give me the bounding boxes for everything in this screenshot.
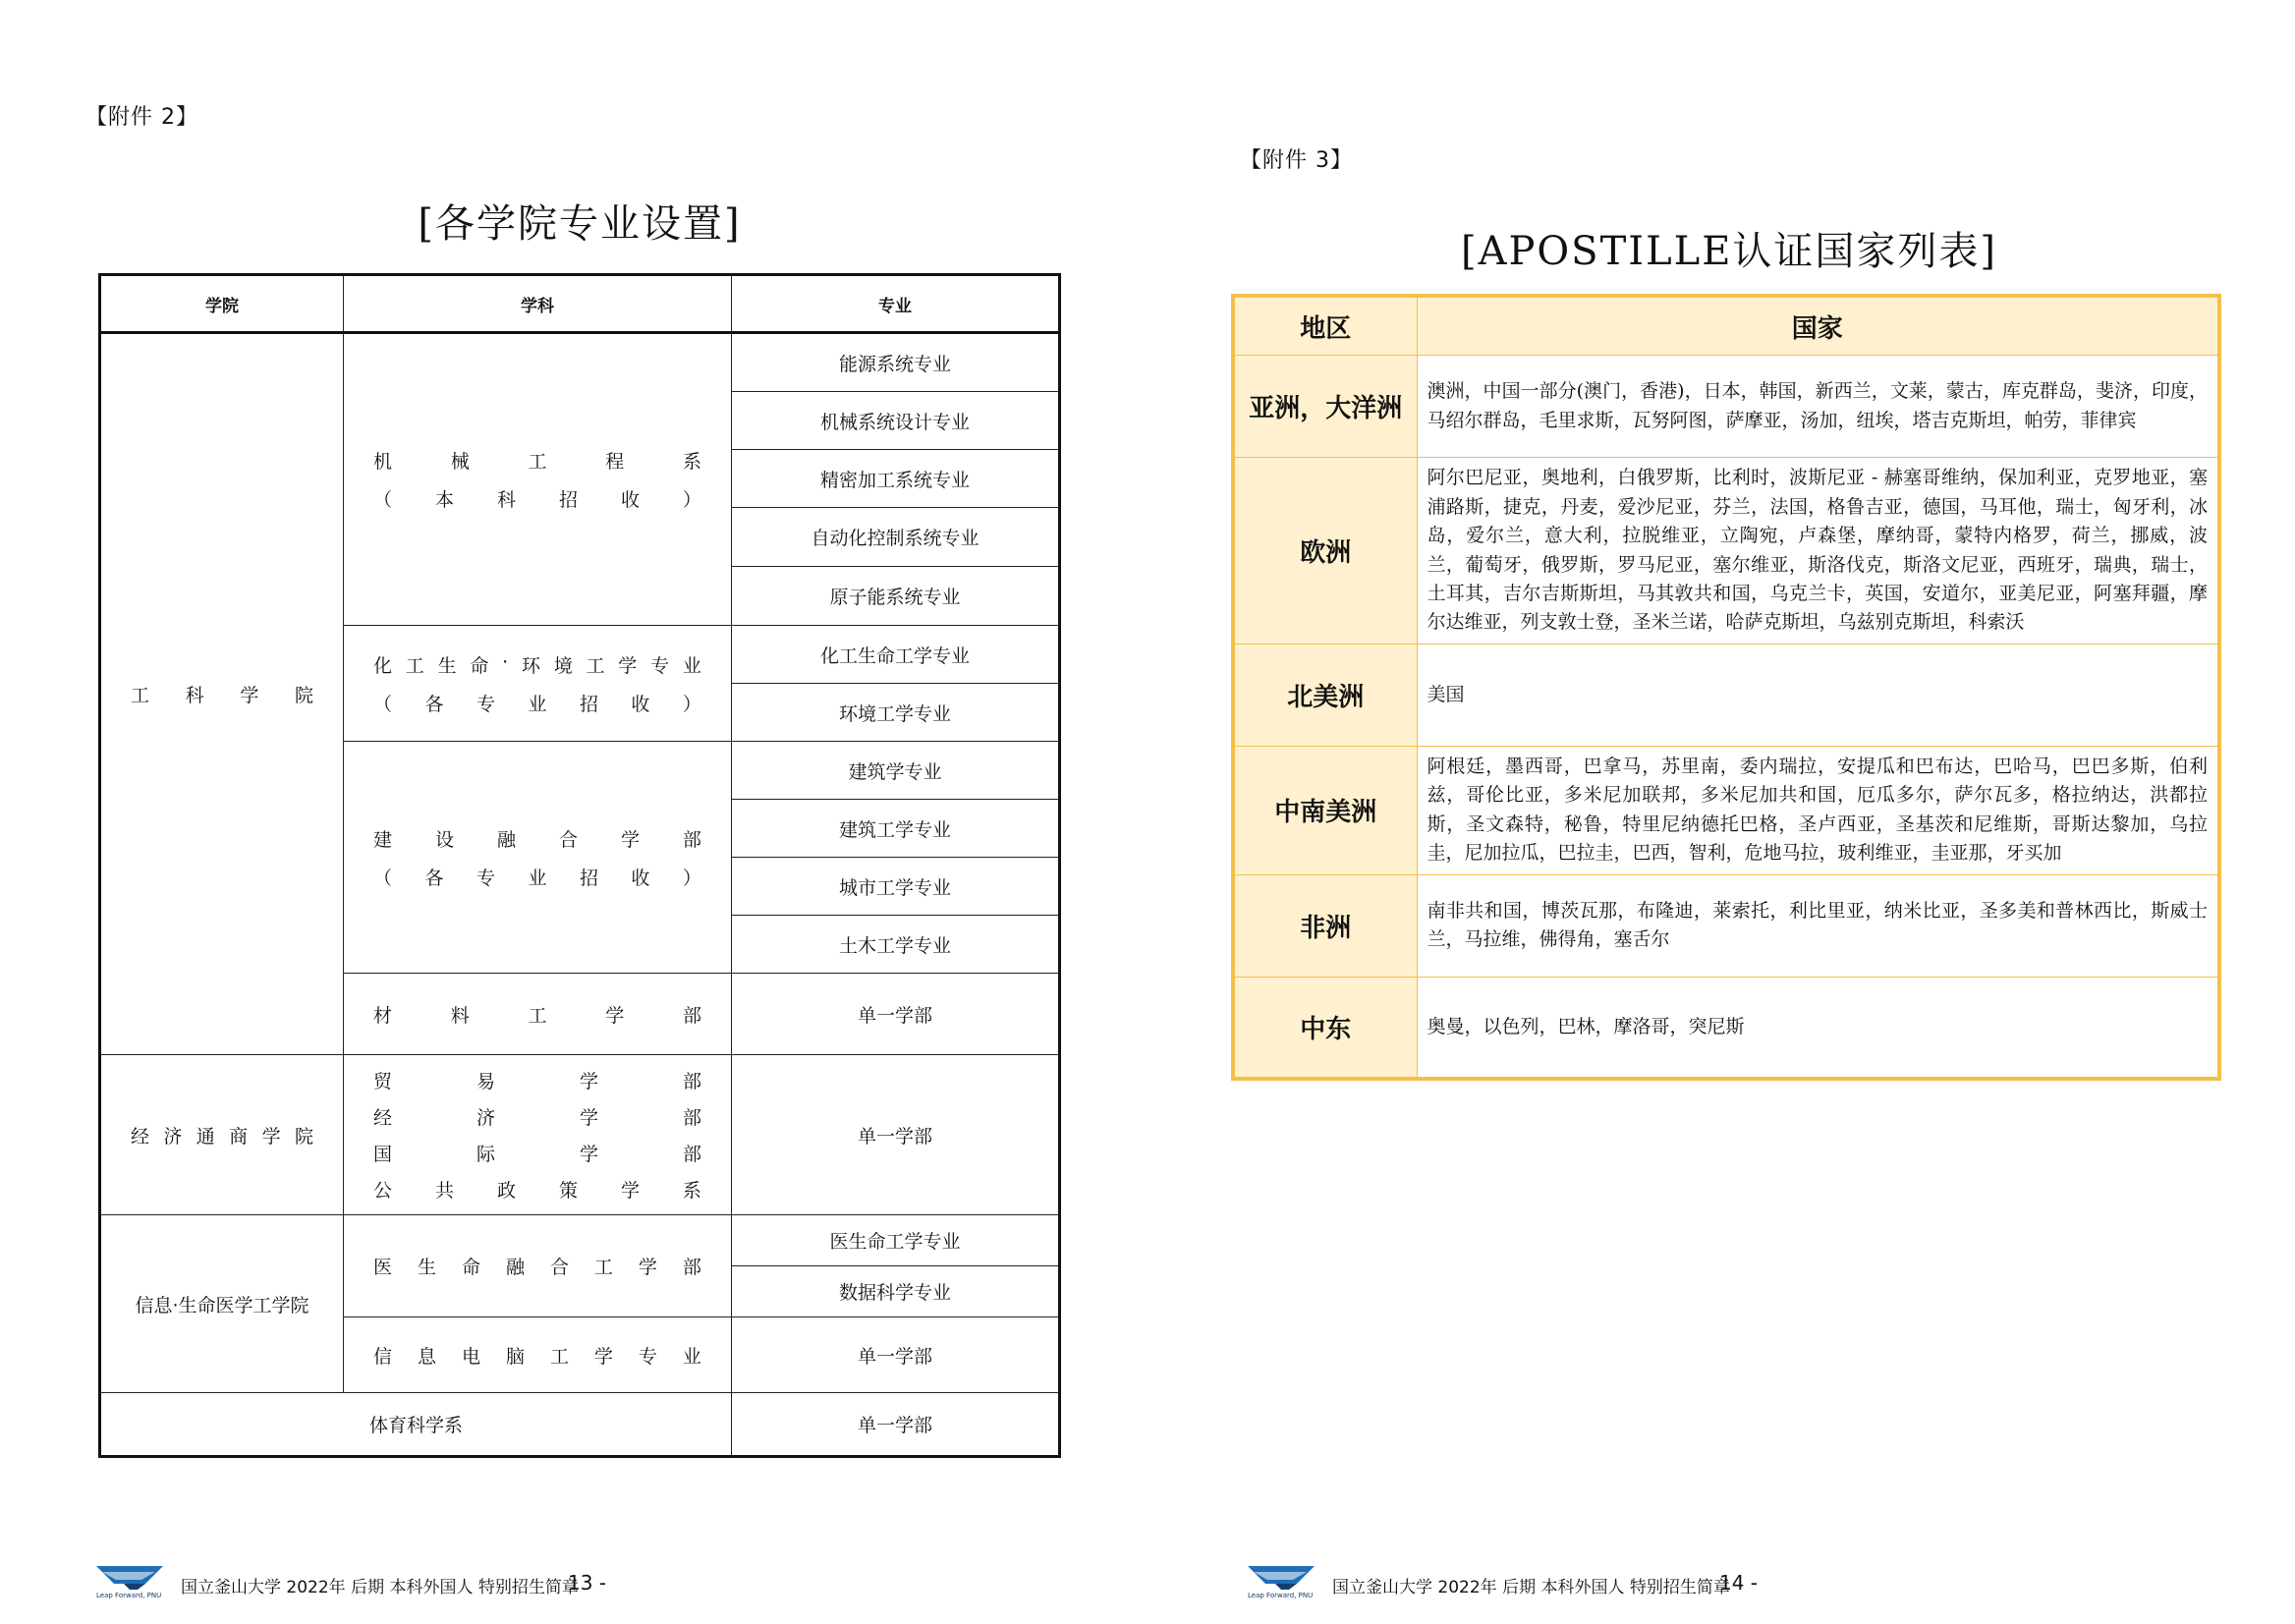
spaced-char: 各	[424, 693, 444, 715]
spaced-char: 专	[476, 693, 495, 715]
countries-cell: 奥曼，以色列，巴林，摩洛哥，突尼斯	[1417, 977, 2219, 1079]
spaced-char: ）	[682, 489, 701, 511]
major-cell: 单一学部	[732, 974, 1060, 1055]
pnu-logo	[94, 1562, 165, 1601]
spaced-char: 部	[682, 828, 701, 851]
attachment-2-label: 【附件 2】	[85, 105, 198, 130]
spaced-char: ）	[682, 693, 701, 715]
header-countries: 国家	[1417, 296, 2219, 356]
spaced-char: 部	[682, 1107, 701, 1129]
spaced-char: 院	[294, 1125, 313, 1148]
header-discipline: 学科	[344, 275, 732, 333]
majors-table	[98, 273, 1061, 1458]
spaced-char: 国	[373, 1144, 393, 1165]
spaced-char: 电	[461, 1345, 480, 1368]
major-cell: 化工生命工学专业	[732, 626, 1060, 684]
spaced-char: 科	[185, 685, 204, 706]
spaced-char: （	[373, 693, 393, 715]
discipline-material	[344, 974, 732, 1055]
spaced-char: 招	[558, 489, 578, 511]
spaced-char: 工	[549, 1345, 569, 1368]
spaced-char: 专	[638, 1345, 657, 1368]
spaced-char: 招	[579, 693, 598, 715]
spaced-char: 生	[437, 654, 457, 677]
spaced-char: ·	[502, 650, 509, 673]
major-cell: 机械系统设计专业	[732, 392, 1060, 450]
spaced-char: 命	[470, 654, 489, 677]
major-cell: 建筑工学专业	[732, 800, 1060, 858]
spaced-char: 合	[549, 1257, 569, 1278]
countries-cell: 美国	[1417, 644, 2219, 747]
spaced-char: 收	[620, 489, 640, 511]
region-cell: 北美洲	[1233, 644, 1417, 747]
college-sport: 体育科学系	[100, 1393, 732, 1457]
discipline-cs	[344, 1317, 732, 1393]
spaced-char: 学	[579, 1107, 598, 1129]
spaced-char: 化	[373, 654, 393, 677]
spaced-char: 收	[631, 693, 650, 715]
spaced-char: 学	[605, 1004, 625, 1027]
spaced-char: 共	[434, 1180, 454, 1202]
major-cell: 数据科学专业	[732, 1266, 1060, 1317]
major-cell: 单一学部	[732, 1393, 1060, 1457]
spaced-char: 政	[496, 1180, 516, 1202]
logo-wordmark: Leap Forward, PNU	[1248, 1592, 1314, 1599]
spaced-char: 部	[682, 1257, 701, 1278]
region-cell: 中东	[1233, 977, 1417, 1079]
major-cell: 环境工学专业	[732, 684, 1060, 742]
spaced-char: 通	[196, 1125, 215, 1148]
spaced-char: 信	[373, 1345, 393, 1368]
spaced-char: 专	[650, 654, 670, 677]
discipline-arch	[344, 742, 732, 974]
spaced-char: 工	[405, 654, 424, 677]
major-cell: 能源系统专业	[732, 333, 1060, 392]
spaced-char: 命	[461, 1257, 480, 1278]
spaced-char: 学	[240, 685, 259, 706]
spaced-char: 料	[450, 1004, 470, 1027]
spaced-char: 收	[631, 867, 650, 889]
spaced-char: 本	[434, 489, 454, 511]
discipline-economics-depts	[344, 1055, 732, 1215]
spaced-char: 专	[476, 867, 495, 889]
apostille-table	[1231, 294, 2221, 1081]
spaced-char: 生	[417, 1257, 436, 1278]
spaced-char: 系	[682, 1180, 701, 1202]
major-cell: 医生命工学专业	[732, 1215, 1060, 1266]
spaced-char: 际	[476, 1144, 495, 1165]
right-page-number: 14 -	[1719, 1571, 1759, 1595]
major-cell: 土木工学专业	[732, 916, 1060, 974]
major-cell: 自动化控制系统专业	[732, 508, 1060, 567]
spaced-char: 建	[373, 828, 393, 851]
right-footer-text: 国立釜山大学 2022年 后期 本科外国人 特别招生简章	[1332, 1578, 1730, 1597]
region-cell: 欧洲	[1233, 458, 1417, 644]
economics-dept-line	[350, 1176, 725, 1203]
spaced-char: 设	[434, 828, 454, 851]
pnu-logo	[1246, 1562, 1316, 1601]
spaced-char: 学	[620, 828, 640, 851]
left-page-number: 13 -	[568, 1571, 607, 1595]
spaced-char: 环	[521, 654, 540, 677]
college-info-bio: 信息·生命医学工学院	[100, 1215, 344, 1393]
spaced-char: 境	[553, 654, 573, 677]
left-footer-text: 国立釜山大学 2022年 后期 本科外国人 特别招生简章	[181, 1578, 579, 1597]
spaced-char: 工	[528, 451, 547, 473]
spaced-char: 医	[373, 1257, 393, 1278]
spaced-char: （	[373, 867, 393, 889]
spaced-char: （	[373, 489, 393, 511]
major-cell: 建筑学专业	[732, 742, 1060, 800]
spaced-char: 学	[618, 654, 638, 677]
spaced-char: 部	[682, 1071, 701, 1092]
spaced-char: 策	[558, 1180, 578, 1202]
spaced-char: 工	[131, 685, 150, 706]
spaced-char: 程	[605, 451, 625, 473]
countries-cell: 阿尔巴尼亚，奥地利，白俄罗斯，比利时，波斯尼亚 - 赫塞哥维纳，保加利亚，克罗地亚，塞浦路斯，捷克，丹麦，爱沙尼亚，芬兰，法国，格鲁吉亚，德国，马耳他，瑞士，匈牙利，冰岛，爱尔兰，意大利，拉脱维亚，立陶宛，卢森堡，摩纳哥，蒙特内格罗，荷兰，挪威，波兰，葡萄牙，俄罗斯，罗马尼亚，塞尔维亚，斯洛伐克，斯洛文尼亚，西班牙，瑞典，瑞士，土耳其，吉尔吉斯斯坦，马其敦共和国，乌克兰卡，英国，安道尔，亚美尼亚，阿塞拜疆，摩尔达维亚，列支敦士登，圣米兰诺，哈萨克斯坦，乌兹别克斯坦，科索沃	[1417, 458, 2219, 644]
spaced-char: 学	[579, 1071, 598, 1092]
spaced-char: 商	[229, 1125, 249, 1148]
spaced-char: 械	[450, 451, 470, 473]
spaced-char: 机	[373, 451, 393, 473]
header-major: 专业	[732, 275, 1060, 333]
spaced-char: 易	[476, 1071, 495, 1092]
economics-dept-line	[350, 1140, 725, 1166]
economics-dept-line	[350, 1103, 725, 1130]
region-cell: 非洲	[1233, 874, 1417, 977]
spaced-char: 院	[294, 685, 313, 706]
major-cell: 单一学部	[732, 1317, 1060, 1393]
spaced-char: 招	[579, 867, 598, 889]
spaced-char: 业	[682, 654, 701, 677]
spaced-char: 业	[528, 867, 547, 889]
spaced-char: 材	[373, 1004, 393, 1027]
attachment-3-label: 【附件 3】	[1240, 148, 1353, 173]
spaced-char: 息	[417, 1345, 436, 1368]
major-cell: 原子能系统专业	[732, 567, 1060, 626]
discipline-chem	[344, 626, 732, 742]
spaced-char: 业	[528, 693, 547, 715]
spaced-char: 各	[424, 867, 444, 889]
spaced-char: 学	[579, 1144, 598, 1165]
spaced-char: 学	[620, 1180, 640, 1202]
discipline-bio	[344, 1215, 732, 1317]
spaced-char: 公	[373, 1180, 393, 1202]
spaced-char: 科	[496, 489, 516, 511]
spaced-char: 系	[682, 451, 701, 473]
spaced-char: 经	[131, 1125, 150, 1148]
spaced-char: 学	[261, 1125, 281, 1148]
spaced-char: 济	[163, 1125, 183, 1148]
major-cell: 精密加工系统专业	[732, 450, 1060, 508]
header-college: 学院	[100, 275, 344, 333]
college-economics	[100, 1055, 344, 1215]
discipline-mech	[344, 333, 732, 626]
countries-cell: 阿根廷，墨西哥，巴拿马，苏里南，委内瑞拉，安提瓜和巴布达，巴哈马，巴巴多斯，伯利兹，哥伦比亚，多米尼加联邦，多米尼加共和国，厄瓜多尔，萨尔瓦多，格拉纳达，洪都拉斯，圣文森特，秘鲁，特里尼纳德托巴格，圣卢西亚，圣基茨和尼维斯，哥斯达黎加，乌拉圭，尼加拉瓜，巴拉圭，巴西，智利，危地马拉，玻利维亚，圭亚那，牙买加	[1417, 747, 2219, 875]
economics-dept-line	[350, 1067, 725, 1093]
major-cell: 城市工学专业	[732, 858, 1060, 916]
logo-wordmark: Leap Forward, PNU	[96, 1592, 162, 1599]
region-cell: 中南美洲	[1233, 747, 1417, 875]
major-cell: 单一学部	[732, 1055, 1060, 1215]
spaced-char: 贸	[373, 1071, 393, 1092]
left-page-title: [各学院专业设置]	[418, 201, 742, 247]
spaced-char: 工	[528, 1004, 547, 1027]
spaced-char: ）	[682, 867, 701, 889]
spaced-char: 脑	[505, 1345, 525, 1368]
spaced-char: 合	[558, 828, 578, 851]
right-page-title: [APOSTILLE认证国家列表]	[1460, 229, 1997, 274]
spaced-char: 经	[373, 1107, 393, 1129]
region-cell: 亚洲，大洋洲	[1233, 356, 1417, 458]
countries-cell: 南非共和国，博茨瓦那，布隆迪，莱索托，利比里亚，纳米比亚，圣多美和普林西比，斯威士兰，马拉维，佛得角，塞舌尔	[1417, 874, 2219, 977]
spaced-char: 部	[682, 1144, 701, 1165]
spaced-char: 济	[476, 1107, 495, 1129]
spaced-char: 学	[638, 1257, 657, 1278]
spaced-char: 融	[505, 1257, 525, 1278]
spaced-char: 工	[593, 1257, 613, 1278]
spaced-char: 学	[593, 1345, 613, 1368]
spaced-char: 部	[682, 1004, 701, 1027]
college-engineering	[100, 333, 344, 1055]
header-region: 地区	[1233, 296, 1417, 356]
spaced-char: 业	[682, 1345, 701, 1368]
spaced-char: 融	[496, 828, 516, 851]
countries-cell: 澳洲，中国一部分(澳门，香港)，日本，韩国，新西兰，文莱，蒙古，库克群岛，斐济，印度，马绍尔群岛，毛里求斯，瓦努阿图，萨摩亚，汤加，纽埃，塔吉克斯坦，帕劳，菲律宾	[1417, 356, 2219, 458]
spaced-char: 工	[586, 654, 605, 677]
